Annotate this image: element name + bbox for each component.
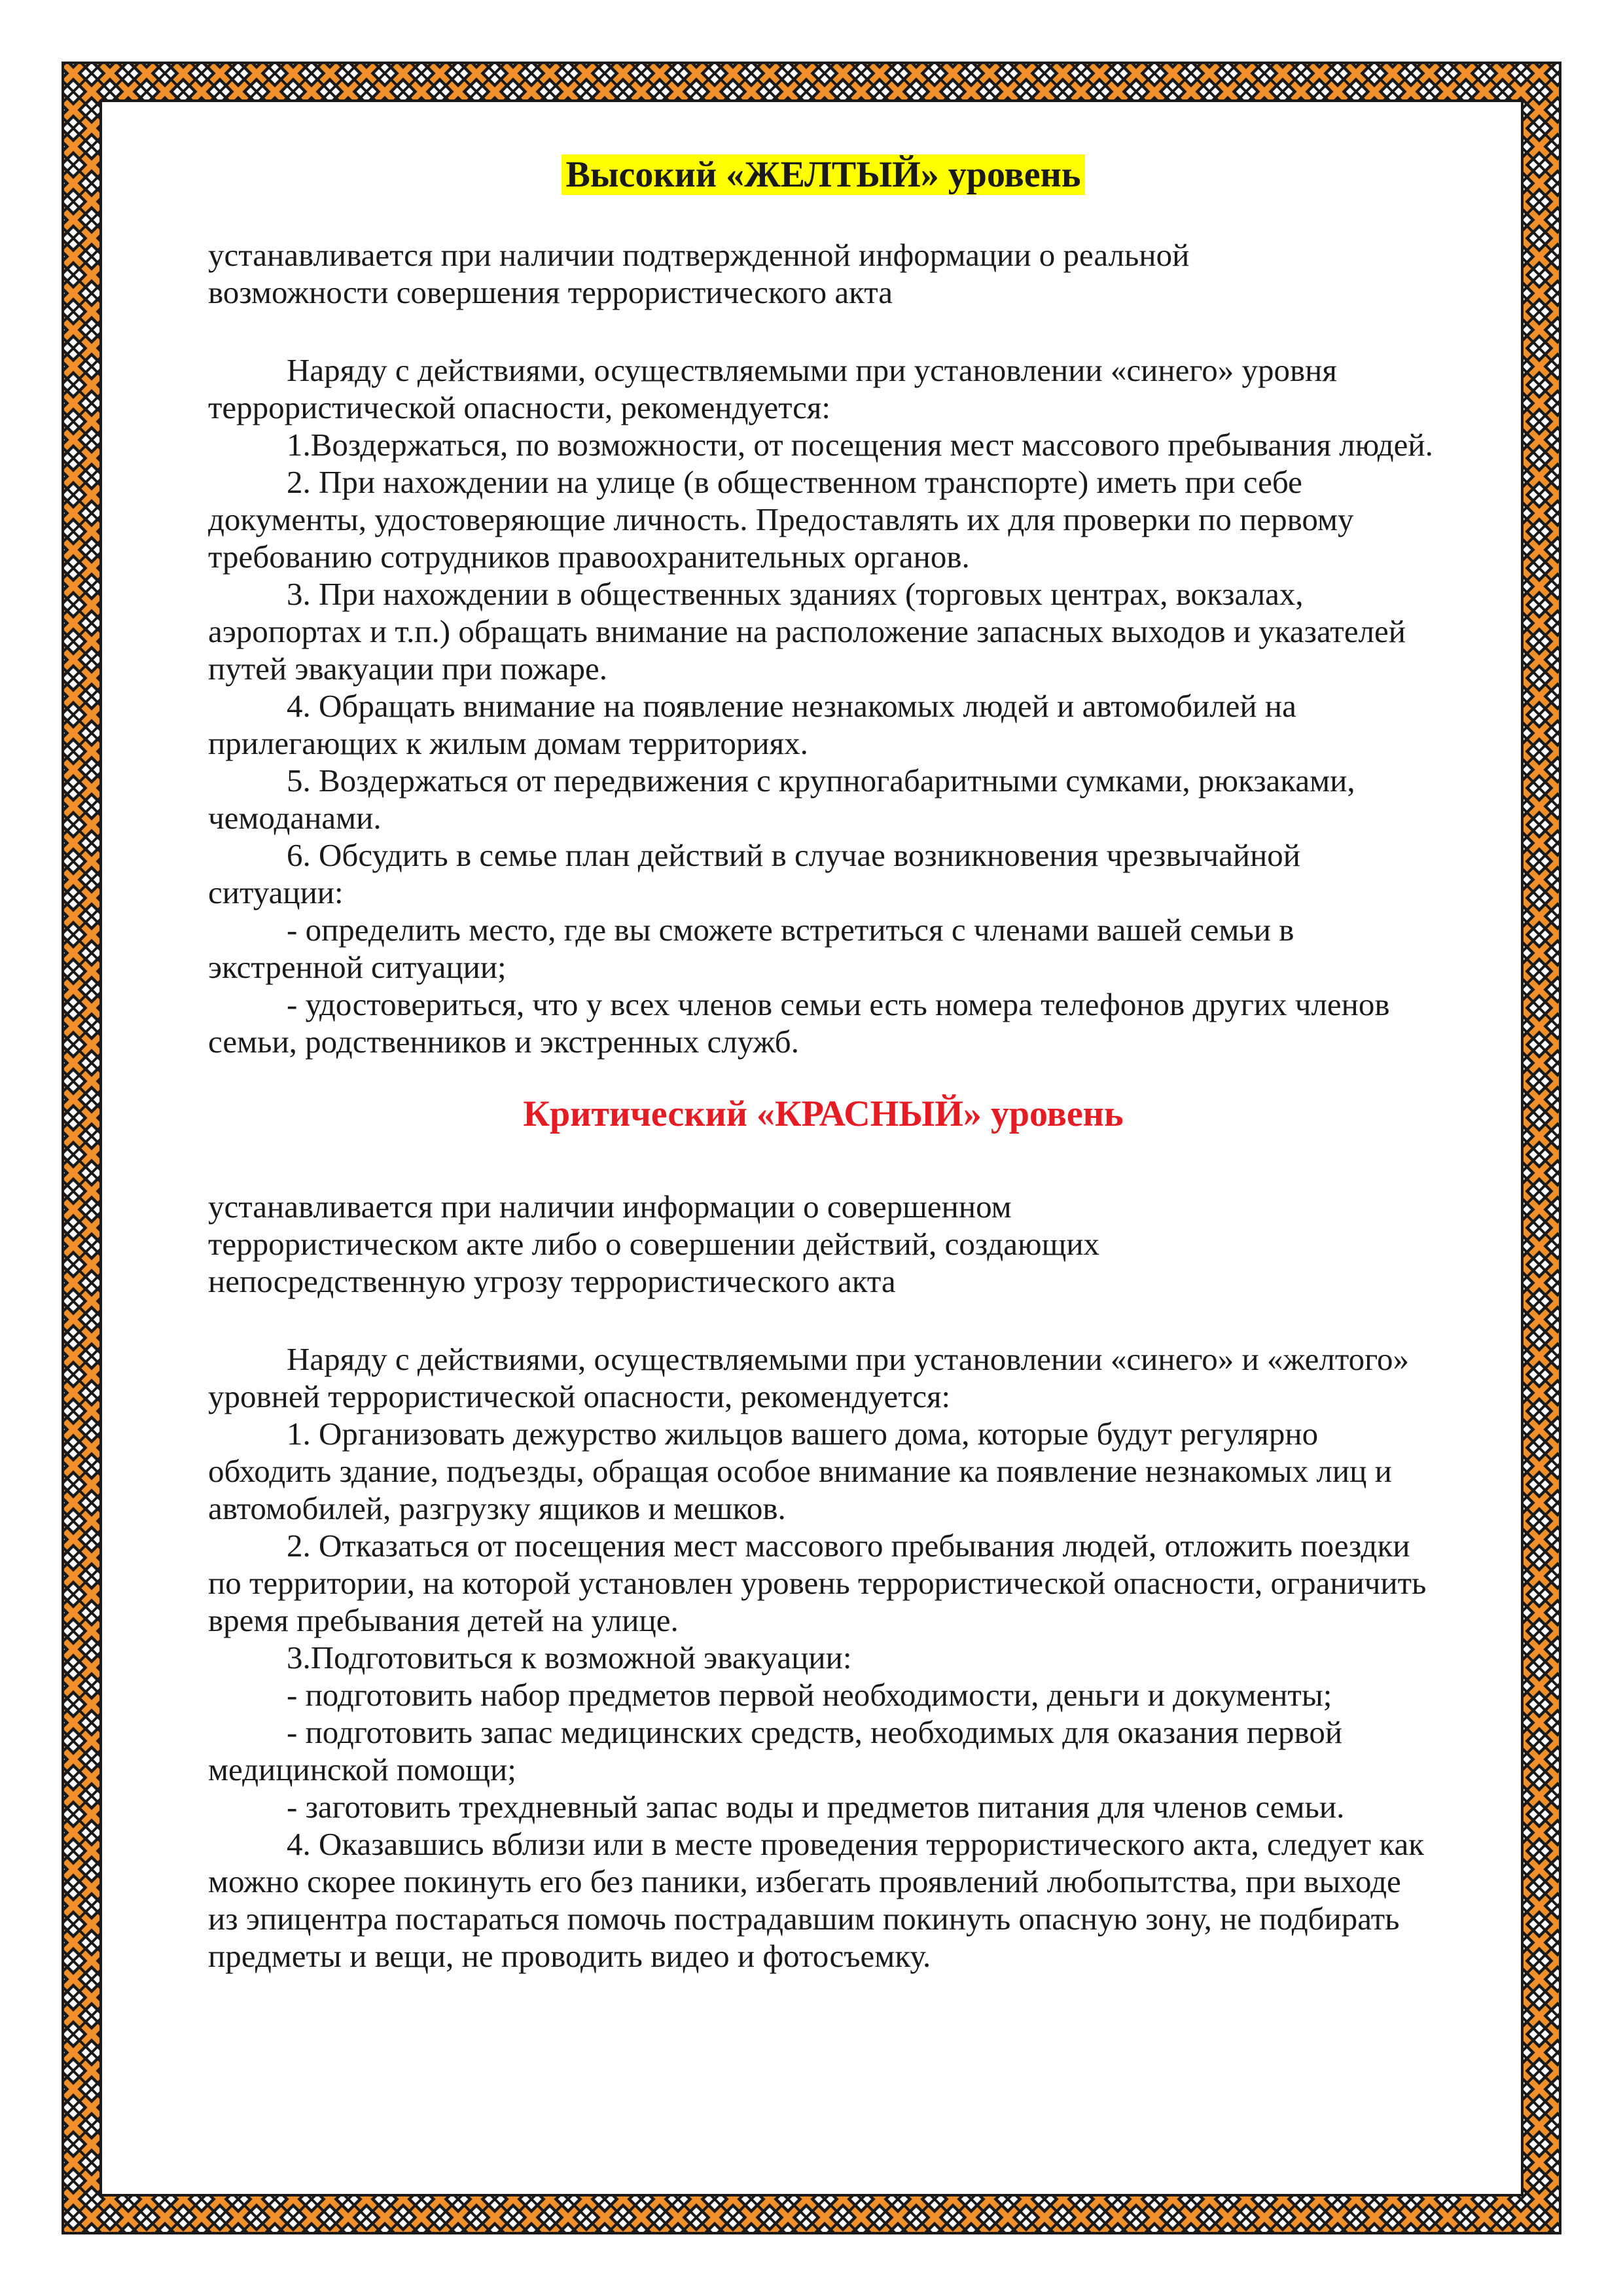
red-item: 4. Оказавшись вблизи или в месте проведения террористического акта, следует как можно скорее покинуть его без паники, избегать проявлений любопытства, при выходе из эпицентра постараться помочь пострадавшим покинуть опасную зону, не подбирать предметы и вещи, не проводить видео и фотосъемку. xyxy=(208,1825,1425,1974)
red-item: 2. Отказаться от посещения мест массового пребывания людей, отложить поездки по территории, на которой установлен уровень террористической опасности, ограничить время пребывания детей на улице. xyxy=(208,1527,1427,1638)
yellow-definition: устанавливается при наличии подтвержденной информации о реальной возможности совершения террористического акта xyxy=(208,237,1190,311)
yellow-level-title xyxy=(208,154,1438,196)
yellow-intro: Наряду с действиями, осуществляемыми при установлении «синего» уровня террористической опасности, рекомендуется: xyxy=(208,352,1337,426)
document-body xyxy=(208,141,1438,1975)
yellow-item: - удостовериться, что у всех членов семьи есть номера телефонов других членов семьи, родственников и экстренных служб. xyxy=(208,986,1390,1060)
yellow-item: 3. При нахождении в общественных зданиях (торговых центрах, вокзалах, аэропортах и т.п.) обращать внимание на расположение запасных выходов и указателей путей эвакуации при пожаре. xyxy=(208,576,1406,687)
yellow-item: 5. Воздержаться от передвижения с крупногабаритными сумками, рюкзаками, чемоданами. xyxy=(208,762,1355,836)
red-level-title xyxy=(208,1093,1438,1135)
red-item: 1. Организовать дежурство жильцов вашего дома, которые будут регулярно обходить здание, подъезды, обращая особое внимание ка появление незнакомых лиц и автомобилей, разгрузку ящиков и мешков. xyxy=(208,1415,1392,1526)
red-item: - подготовить набор предметов первой необходимости, деньги и документы; xyxy=(287,1676,1332,1713)
red-level-title-text: Критический «КРАСНЫЙ» уровень xyxy=(523,1094,1124,1135)
yellow-item: - определить место, где вы сможете встретиться с членами вашей семьи в экстренной ситуации; xyxy=(208,912,1294,986)
yellow-item: 1.Воздержаться, по возможности, от посещения мест массового пребывания людей. xyxy=(287,427,1433,463)
red-intro: Наряду с действиями, осуществляемыми при установлении «синего» и «желтого» уровней террористической опасности, рекомендуется: xyxy=(208,1340,1409,1414)
red-item: 3.Подготовиться к возможной эвакуации: xyxy=(287,1639,852,1676)
red-item: - подготовить запас медицинских средств, необходимых для оказания первой медицинской помощи; xyxy=(208,1713,1343,1787)
yellow-item: 4. Обращать внимание на появление незнакомых людей и автомобилей на прилегающих к жилым домам территориях. xyxy=(208,688,1296,762)
red-item: - заготовить трехдневный запас воды и предметов питания для членов семьи. xyxy=(287,1788,1345,1825)
yellow-level-title-text: Высокий «ЖЕЛТЫЙ» уровень xyxy=(562,154,1084,195)
yellow-item: 6. Обсудить в семье план действий в случае возникновения чрезвычайной ситуации: xyxy=(208,837,1301,911)
red-definition: устанавливается при наличии информации о совершенном террористическом акте либо о совершении действий, создающих непосредственную угрозу террористического акта xyxy=(208,1188,1100,1299)
yellow-item: 2. При нахождении на улице (в общественном транспорте) иметь при себе документы, удостоверяющие личность. Предоставлять их для проверки по первому требованию сотрудников правоохранительных органов. xyxy=(208,464,1354,575)
